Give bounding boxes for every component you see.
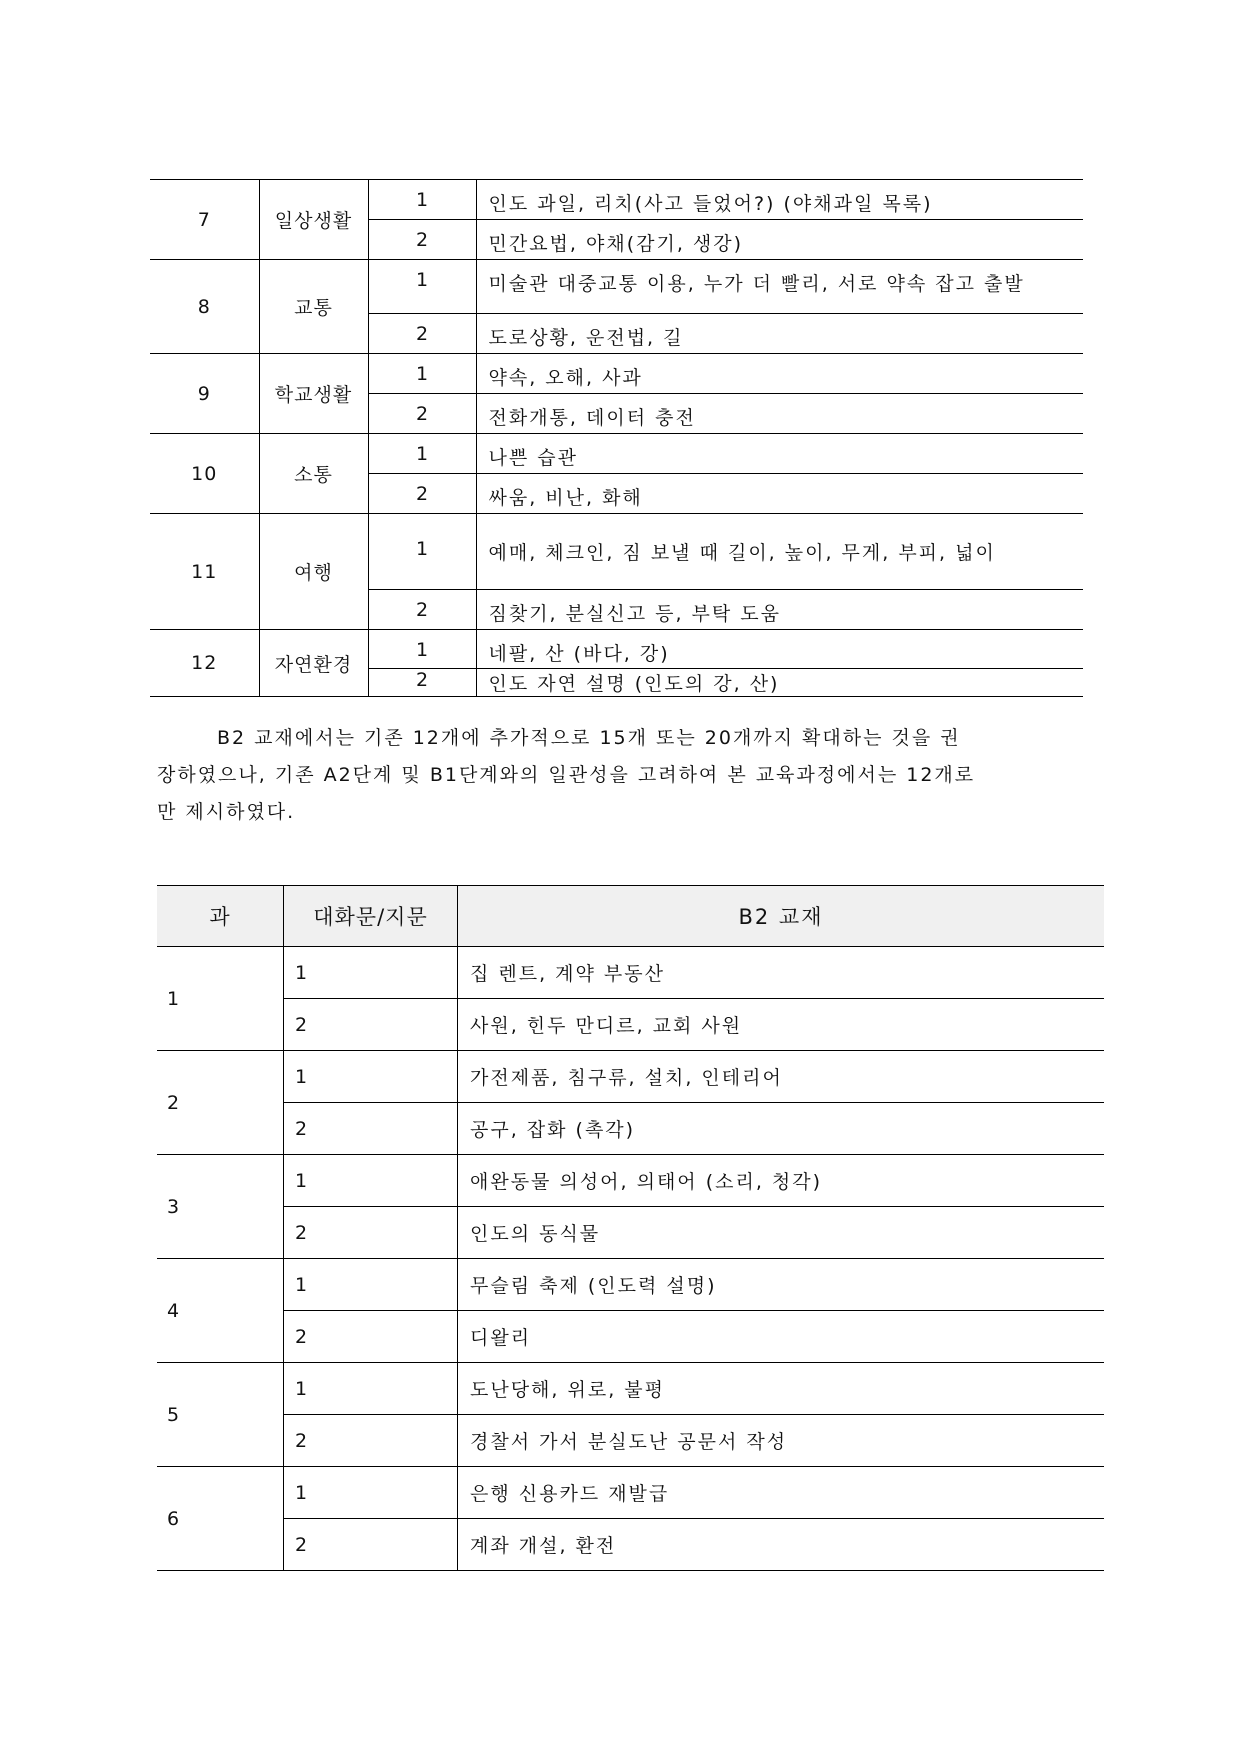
lesson-topic: 교통 — [259, 260, 368, 354]
lesson-number: 3 — [157, 1155, 284, 1259]
dialogue-content: 약속, 오해, 사과 — [476, 354, 1083, 394]
table-row — [150, 514, 1083, 590]
lesson-number: 2 — [157, 1051, 284, 1155]
dialogue-number: 1 — [368, 354, 476, 394]
dialogue-content: 싸움, 비난, 화해 — [476, 474, 1083, 514]
dialogue-content: 민간요법, 야채(감기, 생강) — [476, 220, 1083, 260]
table-row — [150, 260, 1083, 314]
table-row — [157, 1311, 1104, 1363]
column-header-textbook: B2 교재 — [458, 886, 1105, 947]
table-row — [157, 1155, 1104, 1207]
dialogue-number: 2 — [368, 474, 476, 514]
dialogue-content: 전화개통, 데이터 충전 — [476, 394, 1083, 434]
dialogue-content: 인도 자연 설명 (인도의 강, 산) — [476, 669, 1083, 697]
paragraph-line: 장하였으나, 기존 A2단계 및 B1단계와의 일관성을 고려하여 본 교육과정에서는 12개로 — [157, 764, 976, 786]
lesson-number: 9 — [150, 354, 259, 434]
dialogue-content: 예매, 체크인, 짐 보낼 때 길이, 높이, 무게, 부피, 넓이 — [476, 514, 1083, 590]
dialogue-number: 1 — [368, 514, 476, 590]
table-row — [157, 1259, 1104, 1311]
dialogue-number: 1 — [284, 947, 458, 999]
dialogue-number: 2 — [368, 314, 476, 354]
textbook-content: 은행 신용카드 재발급 — [458, 1467, 1105, 1519]
textbook-content: 디왈리 — [458, 1311, 1105, 1363]
table-row — [157, 1363, 1104, 1415]
table-row — [157, 1415, 1104, 1467]
body-paragraph — [157, 720, 1087, 831]
textbook-content: 애완동물 의성어, 의태어 (소리, 청각) — [458, 1155, 1105, 1207]
lesson-topic: 자연환경 — [259, 630, 368, 697]
table-row — [157, 1467, 1104, 1519]
table-row — [150, 630, 1083, 669]
table-row — [157, 947, 1104, 999]
column-header-lesson: 과 — [157, 886, 284, 947]
column-header-dialogue: 대화문/지문 — [284, 886, 458, 947]
lesson-number: 8 — [150, 260, 259, 354]
table-row — [157, 1103, 1104, 1155]
dialogue-content: 네팔, 산 (바다, 강) — [476, 630, 1083, 669]
lesson-topic: 여행 — [259, 514, 368, 630]
lesson-topic: 소통 — [259, 434, 368, 514]
dialogue-content: 인도 과일, 리치(사고 들었어?) (야채과일 목록) — [476, 180, 1083, 220]
dialogue-number: 2 — [284, 1519, 458, 1571]
dialogue-content: 나쁜 습관 — [476, 434, 1083, 474]
lesson-topic: 일상생활 — [259, 180, 368, 260]
lesson-number: 5 — [157, 1363, 284, 1467]
lesson-number: 1 — [157, 947, 284, 1051]
header-row — [157, 886, 1104, 947]
textbook-content: 무슬림 축제 (인도력 설명) — [458, 1259, 1105, 1311]
textbook-content: 가전제품, 침구류, 설치, 인테리어 — [458, 1051, 1105, 1103]
dialogue-number: 2 — [284, 999, 458, 1051]
b2-textbook-table — [157, 885, 1104, 1571]
dialogue-content: 짐찾기, 분실신고 등, 부탁 도움 — [476, 590, 1083, 630]
dialogue-number: 2 — [284, 1415, 458, 1467]
lesson-number: 12 — [150, 630, 259, 697]
dialogue-number: 1 — [368, 630, 476, 669]
table-row — [157, 1207, 1104, 1259]
dialogue-content: 도로상황, 운전법, 길 — [476, 314, 1083, 354]
dialogue-number: 1 — [284, 1259, 458, 1311]
dialogue-number: 2 — [284, 1103, 458, 1155]
dialogue-number: 1 — [368, 260, 476, 314]
table-row — [157, 999, 1104, 1051]
table-row — [150, 180, 1083, 220]
table-row — [157, 1051, 1104, 1103]
lesson-topic: 학교생활 — [259, 354, 368, 434]
textbook-content: 도난당해, 위로, 불평 — [458, 1363, 1105, 1415]
textbook-content: 경찰서 가서 분실도난 공문서 작성 — [458, 1415, 1105, 1467]
textbook-content: 인도의 동식물 — [458, 1207, 1105, 1259]
dialogue-number: 1 — [284, 1363, 458, 1415]
dialogue-number: 2 — [368, 590, 476, 630]
dialogue-number: 2 — [368, 669, 476, 697]
lesson-number: 4 — [157, 1259, 284, 1363]
paragraph-line: B2 교재에서는 기존 12개에 추가적으로 15개 또는 20개까지 확대하는 것을 권 — [217, 727, 961, 749]
lesson-number: 10 — [150, 434, 259, 514]
dialogue-content: 미술관 대중교통 이용, 누가 더 빨리, 서로 약속 잡고 출발 — [476, 260, 1083, 314]
dialogue-number: 1 — [284, 1467, 458, 1519]
textbook-content: 계좌 개설, 환전 — [458, 1519, 1105, 1571]
dialogue-number: 1 — [368, 434, 476, 474]
dialogue-number: 1 — [284, 1051, 458, 1103]
dialogue-number: 2 — [284, 1311, 458, 1363]
table-row — [157, 1519, 1104, 1571]
paragraph-line: 만 제시하였다. — [157, 801, 296, 823]
textbook-content: 공구, 잡화 (촉각) — [458, 1103, 1105, 1155]
dialogue-number: 1 — [368, 180, 476, 220]
dialogue-number: 2 — [284, 1207, 458, 1259]
lesson-number: 7 — [150, 180, 259, 260]
textbook-content: 집 렌트, 계약 부동산 — [458, 947, 1105, 999]
dialogue-number: 1 — [284, 1155, 458, 1207]
table-row — [150, 354, 1083, 394]
lesson-number: 6 — [157, 1467, 284, 1571]
lesson-topics-table — [150, 179, 1083, 697]
textbook-content: 사원, 힌두 만디르, 교회 사원 — [458, 999, 1105, 1051]
dialogue-number: 2 — [368, 220, 476, 260]
lesson-number: 11 — [150, 514, 259, 630]
table-row — [150, 434, 1083, 474]
dialogue-number: 2 — [368, 394, 476, 434]
